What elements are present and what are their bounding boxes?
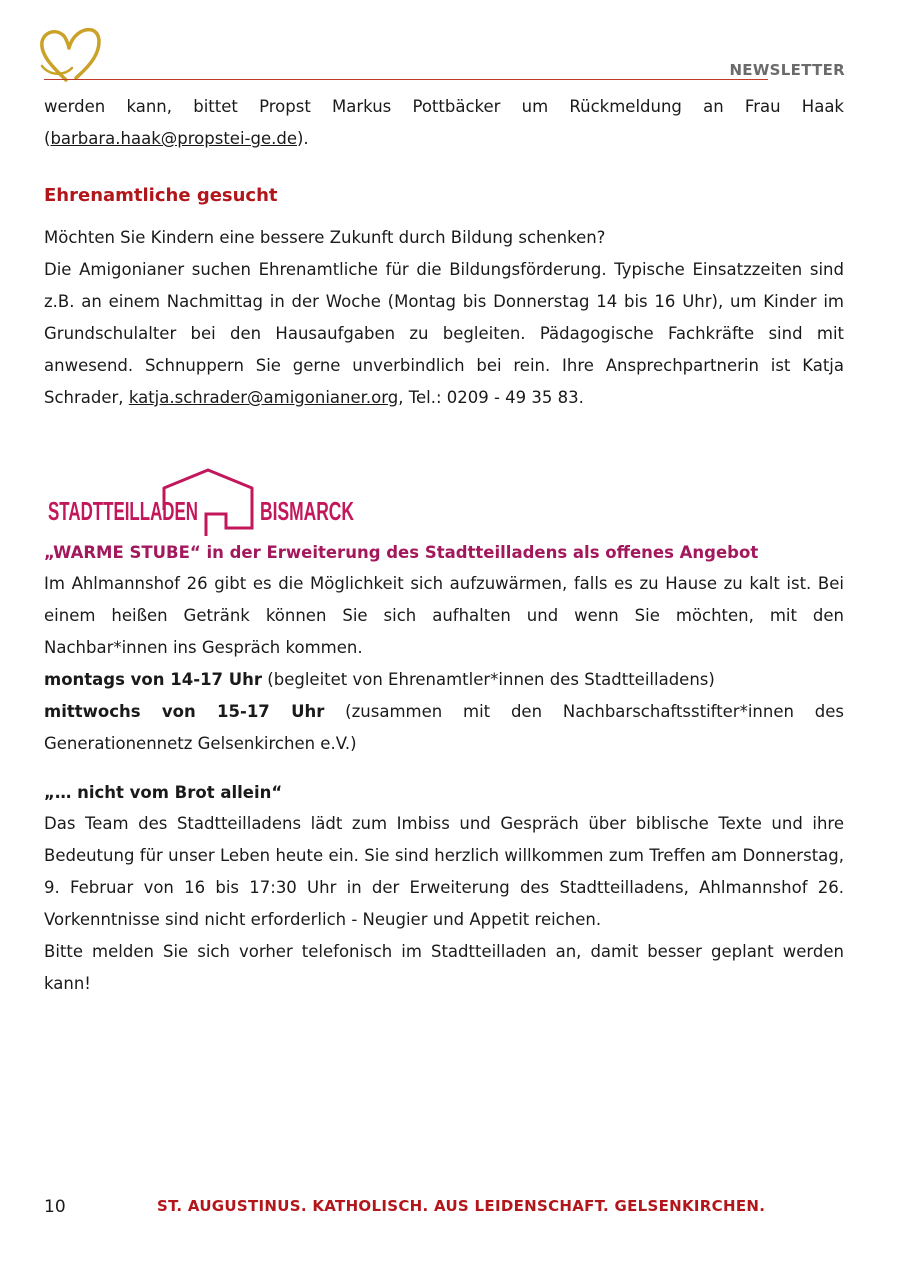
- header-divider: [44, 79, 768, 80]
- logo-text-bismarck: BISMARCK: [260, 496, 355, 526]
- email-link-schrader[interactable]: katja.schrader@amigonianer.org: [128, 388, 399, 407]
- bread-heading: „… nicht vom Brot allein“: [44, 783, 283, 802]
- intro-paragraph: werden kann, bittet Propst Markus Pottbäcker um Rückmeldung an Frau Haak (barbara.haak@propstei-ge.de).: [44, 97, 844, 148]
- bread-note: Bitte melden Sie sich vorher telefonisch im Stadtteilladen an, damit besser geplant werden kann!: [44, 942, 844, 993]
- volunteers-heading: Ehrenamtliche gesucht: [44, 185, 278, 206]
- page-content: [44, 91, 844, 1000]
- monday-hours: montags von 14-17 Uhr (begleitet von Ehrenamtler*innen des Stadtteilladens): [44, 670, 715, 689]
- wednesday-hours: mittwochs von 15-17 Uhr (zusammen mit den Nachbarschaftsstifter*innen des Generationennetz Gelsenkirchen e.V.): [44, 702, 844, 753]
- logo-text-stadtteilladen: STADTTEILLADEN: [48, 496, 198, 526]
- volunteers-body: Die Amigonianer suchen Ehrenamtliche für die Bildungsförderung. Typische Einsatzzeiten sind z.B. an einem Nachmittag in der Woche (Montag bis Donnerstag 14 bis 16 Uhr), um Kinder im Grundschulalter bei den Hausaufgaben zu begleiten. Pädagogische Fachkräfte sind mit anwesend. Schnuppern Sie gerne unverbindlich bei rein. Ihre Ansprechpartnerin ist Katja Schrader, katja.schrader@amigonianer.org, Tel.: 0209 - 49 35 83.: [44, 260, 844, 407]
- warme-stube-body: Im Ahlmannshof 26 gibt es die Möglichkeit sich aufzuwärmen, falls es zu Hause zu kalt ist. Bei einem heißen Getränk können Sie sich aufhalten und wenn Sie möchten, mit den Nachbar*innen ins Gespräch kommen.: [44, 574, 844, 657]
- email-link-haak[interactable]: barbara.haak@propstei-ge.de: [50, 129, 297, 148]
- footer-slogan: ST. AUGUSTINUS. KATHOLISCH. AUS LEIDENSCHAFT. GELSENKIRCHEN.: [157, 1197, 766, 1215]
- newsletter-label: NEWSLETTER: [729, 61, 845, 79]
- warme-stube-heading: „WARME STUBE“ in der Erweiterung des Stadtteilladens als offenes Angebot: [44, 543, 759, 562]
- bread-body: Das Team des Stadtteilladens lädt zum Imbiss und Gespräch über biblische Texte und ihre Bedeutung für unser Leben heute ein. Sie sind herzlich willkommen zum Treffen am Donnerstag, 9. Februar von 16 bis 17:30 Uhr in der Erweiterung des Stadtteilladens, Ahlmannshof 26. Vorkenntnisse sind nicht erforderlich - Neugier und Appetit reichen.: [44, 814, 844, 929]
- stadtteilladen-logo: [46, 466, 358, 538]
- page-number: 10: [44, 1197, 66, 1217]
- volunteers-question: Möchten Sie Kindern eine bessere Zukunft durch Bildung schenken?: [44, 228, 606, 247]
- heart-logo-icon: [36, 26, 102, 82]
